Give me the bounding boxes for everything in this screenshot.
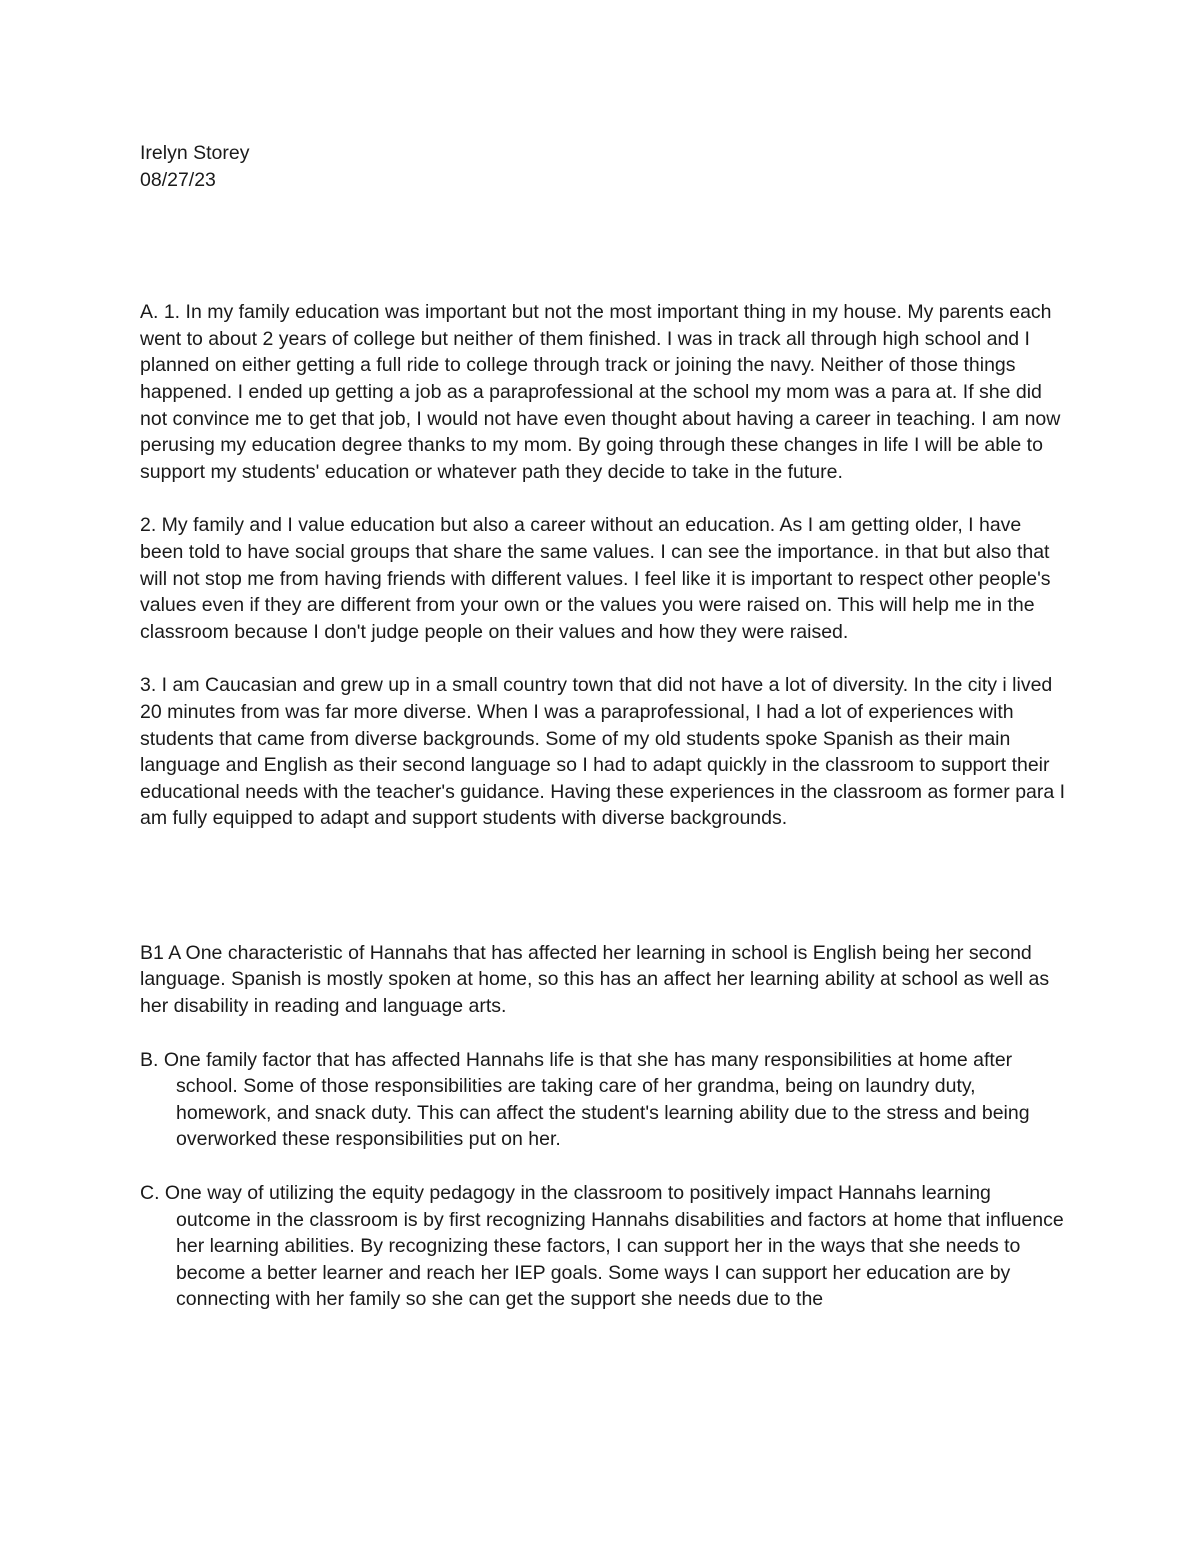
paragraph-b: B. One family factor that has affected Hannahs life is that she has many responsibilities at home after school. Some of those responsibilities are taking care of her grandma, being on laundry duty, homework, and snack duty. This can affect the student's learning ability due to the stress and being overworked these responsibilities put on her. xyxy=(140,1048,1030,1151)
spacer xyxy=(140,485,1070,512)
paragraph-a2: 2. My family and I value education but also a career without an education. As I am getting older, I have been told to have social groups that share the same values. I can see the importance. in that but also that will not stop me from having friends with different values. I feel like it is important to respect other people's values even if they are different from your own or the values you were raised on. This will help me in the classroom because I don't judge people on their values and how they were raised. xyxy=(140,514,1051,643)
paragraph-c: C. One way of utilizing the equity pedagogy in the classroom to positively impact Hannahs learning outcome in the classroom is by first recognizing Hannahs disabilities and factors at home that influence her learning abilities. By recognizing these factors, I can support her in the ways that she needs to become a better learner and reach her IEP goals. Some ways I can support her education are by connecting with her family so she can get the support she needs due to the xyxy=(140,1182,1064,1311)
paragraph-b1a: B1 A One characteristic of Hannahs that has affected her learning in school is English being her second language. Spanish is mostly spoken at home, so this has an affect her learning ability at school as well as her disability in reading and language arts. xyxy=(140,941,1050,1018)
spacer xyxy=(140,1020,1070,1047)
document-date: 08/27/23 xyxy=(140,168,216,191)
paragraph-a1: A. 1. In my family education was important but not the most important thing in my house. My parents each went to about 2 years of college but neither of them finished. I was in track all through high school and I planned on either getting a full ride to college through track or joining the navy. Neither of those things happened. I ended up getting a job as a paraprofessional at the school my mom was a para at. If she did not convince me to get that job, I would not have even thought about having a career in teaching. I am now perusing my education degree thanks to my mom. By going through these changes in life I will be able to support my students' education or whatever path they decide to take in the future. xyxy=(140,301,1061,483)
document-body xyxy=(140,140,1070,1313)
spacer xyxy=(140,193,1070,299)
spacer xyxy=(140,832,1070,940)
spacer xyxy=(140,645,1070,672)
spacer xyxy=(140,1153,1070,1180)
author-name: Irelyn Storey xyxy=(140,142,250,164)
paragraph-a3: 3. I am Caucasian and grew up in a small country town that did not have a lot of diversity. In the city i lived 20 minutes from was far more diverse. When I was a paraprofessional, I had a lot of experiences with students that came from diverse backgrounds. Some of my old students spoke Spanish as their main language and English as their second language so I had to adapt quickly in the classroom to support their educational needs with the teacher's guidance. Having these experiences in the classroom as former para I am fully equipped to adapt and support students with diverse backgrounds. xyxy=(140,674,1066,830)
